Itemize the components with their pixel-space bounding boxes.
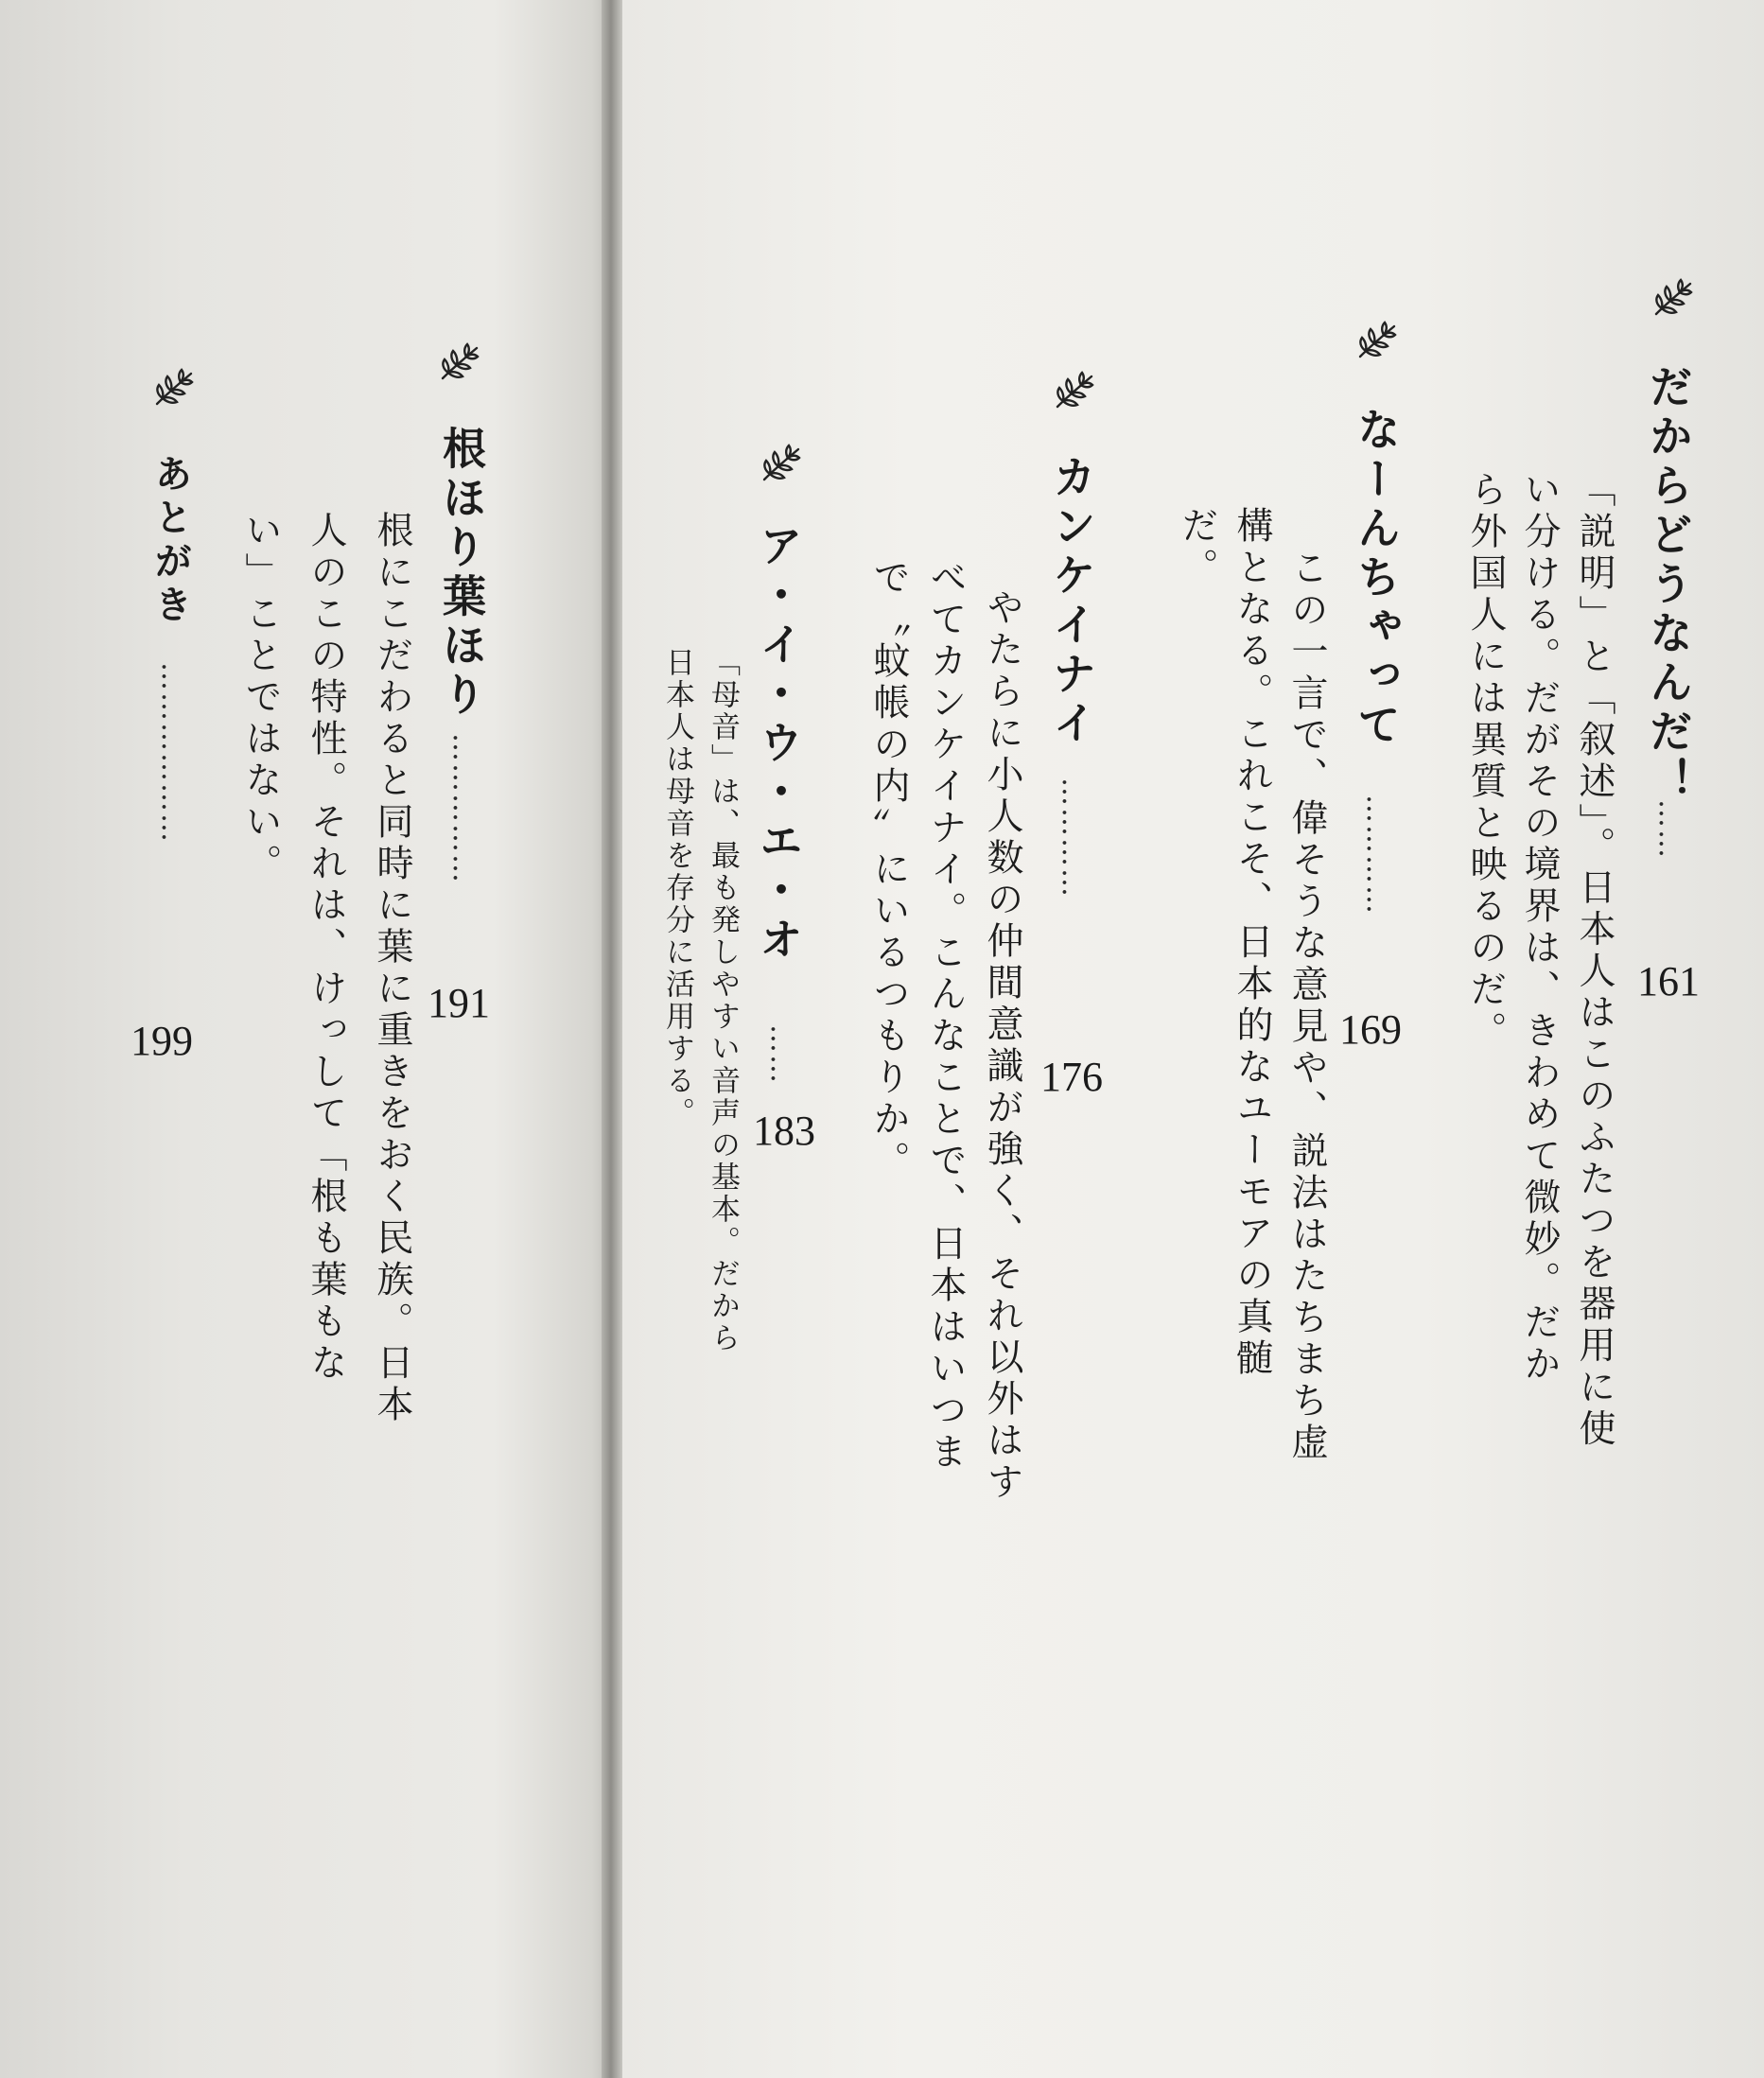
entry-title: なーんちゃって <box>1351 407 1402 751</box>
dot-leader: …………… <box>446 733 480 884</box>
description-line: 「母音」は、最も発しやすい音声の基本。だから <box>706 647 740 1354</box>
description-line: 根にこだわると同時に葉に重きをおく民族。日本 <box>371 511 413 1426</box>
description-line: ら外国人には異質と映るのだ。 <box>1464 470 1507 1053</box>
page-number: 176 <box>1040 1054 1103 1100</box>
description-line: やたらに小人数の仲間意識が強く、それ以外はす <box>981 588 1023 1504</box>
book-gutter <box>602 0 622 2078</box>
entry-title: あとがき <box>148 454 193 628</box>
leaf-sprig-icon <box>1650 276 1696 322</box>
entry-title: だからどうなんだ！ <box>1643 364 1694 807</box>
entry-title: カンケイナイ <box>1046 454 1097 749</box>
page-number: 199 <box>131 1018 193 1064</box>
entry-title: ア・イ・ウ・エ・オ <box>753 523 804 966</box>
description-line: この一言で、偉そうな意見や、説法はたちまち虚 <box>1285 549 1328 1464</box>
leaf-sprig-icon <box>437 341 482 386</box>
leaf-sprig-icon <box>1354 319 1400 364</box>
description-line: 日本人は母音を存分に活用する。 <box>660 647 694 1129</box>
entry-title: 根ほり葉ほり <box>436 426 487 721</box>
description-line: い」ことではない。 <box>239 511 282 885</box>
description-line: 構となる。これこそ、日本的なユーモアの真髄 <box>1231 506 1273 1380</box>
leaf-sprig-icon <box>1052 369 1097 414</box>
description-line: で〝蚊帳の内〟にいるつもりか。 <box>867 558 910 1182</box>
dot-leader: …… <box>764 1024 797 1085</box>
leaf-sprig-icon <box>151 366 197 411</box>
page-number: 183 <box>753 1108 815 1154</box>
description-line: 「説明」と「叙述」。日本人はこのふたつを器用に使 <box>1573 470 1616 1451</box>
dot-leader: …… <box>1652 799 1685 860</box>
dot-leader: ………… <box>1360 795 1393 916</box>
dot-leader: ……………… <box>155 662 188 844</box>
dot-leader: ………… <box>1056 777 1089 899</box>
leaf-sprig-icon <box>759 442 804 487</box>
page-number: 169 <box>1339 1006 1402 1053</box>
description-line: 人のこの特性。それは、けっして「根も葉もな <box>305 511 347 1385</box>
description-line: だ。 <box>1176 506 1218 589</box>
page-number: 161 <box>1637 958 1700 1004</box>
description-line: べてカンケイナイ。こんなことで、日本はいつま <box>924 558 967 1474</box>
page-number: 191 <box>428 980 490 1026</box>
description-line: い分ける。だがその境界は、きわめて微妙。だか <box>1518 470 1561 1386</box>
